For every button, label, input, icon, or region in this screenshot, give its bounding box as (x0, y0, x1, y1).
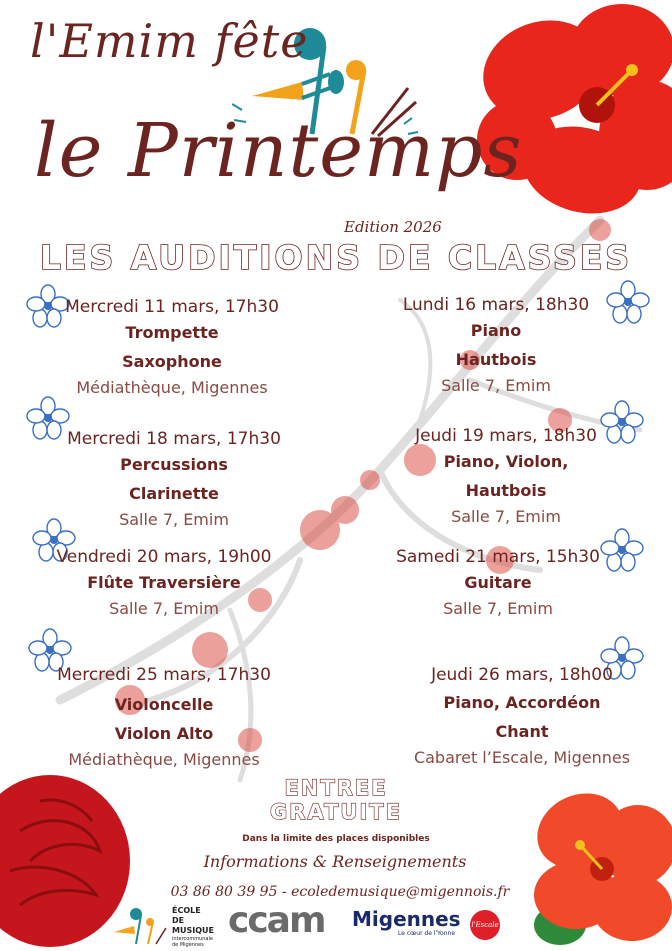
event-place: Salle 7, Emim (119, 510, 229, 529)
event-instrument: Flûte Traversière (87, 573, 241, 592)
ecole-sub: intercommunale de Migennes (172, 936, 213, 948)
title-line-1: l'Emim fête (30, 14, 309, 68)
event-card (14, 664, 314, 772)
event-card (24, 428, 324, 532)
event-card (372, 664, 672, 770)
event-card (22, 296, 322, 400)
hibiscus-flower (520, 785, 672, 951)
section-title: LES AUDITIONS DE CLASSES (39, 238, 633, 277)
event-card (348, 546, 648, 621)
migennes-logo (352, 908, 464, 937)
ccam-logo: ccam (228, 900, 325, 941)
event-date: Jeudi 26 mars, 18h00 (431, 665, 613, 685)
event-instrument: Violoncelle (114, 695, 214, 714)
limite-text: Dans la limite des places disponibles (242, 834, 430, 844)
event-place: Cabaret l’Escale, Migennes (413, 748, 631, 767)
event-instrument: Piano, Accordéon (443, 693, 601, 712)
event-instrument: Hautbois (455, 350, 537, 369)
event-instrument: Piano, Violon, (443, 452, 569, 471)
event-date: Mercredi 11 mars, 17h30 (65, 297, 279, 317)
event-place: Médiathèque, Migennes (76, 378, 268, 397)
edition-label: Edition 2026 (344, 218, 442, 236)
event-place: Médiathèque, Migennes (68, 750, 260, 769)
entree-gratuite (186, 776, 486, 824)
event-instrument: Chant (495, 722, 549, 741)
ecole-line-1: ÉCOLE DE (172, 906, 201, 925)
entree-line-2: GRATUITE (270, 800, 402, 824)
event-instrument: Percussions (120, 455, 228, 474)
event-place: Salle 7, Emim (109, 599, 219, 618)
event-instrument: Clarinette (129, 484, 219, 503)
event-instrument: Trompette (125, 323, 219, 342)
event-date: Jeudi 19 mars, 18h30 (415, 426, 597, 446)
event-date: Mercredi 25 mars, 17h30 (57, 665, 271, 685)
event-instrument: Hautbois (465, 481, 547, 500)
migennes-name: Migennes (352, 907, 461, 931)
event-date: Samedi 21 mars, 15h30 (396, 547, 600, 567)
event-card (14, 546, 314, 621)
event-instrument: Piano (470, 321, 522, 340)
title-line-2: le Printemps (34, 108, 523, 194)
ecole-line-2: MUSIQUE (172, 926, 214, 935)
escale-logo (470, 910, 500, 940)
event-instrument: Guitare (464, 573, 532, 592)
contact-line: 03 86 80 39 95 - ecoledemusique@migennois.fr (170, 884, 510, 900)
event-card (346, 294, 646, 398)
event-date: Lundi 16 mars, 18h30 (402, 295, 590, 315)
trumpet-icon (110, 906, 168, 946)
event-place: Salle 7, Emim (451, 507, 561, 526)
event-date: Mercredi 18 mars, 17h30 (67, 429, 281, 449)
entree-line-1: ENTREE (284, 776, 388, 800)
event-date: Vendredi 20 mars, 19h00 (56, 547, 272, 567)
event-card (356, 425, 656, 529)
event-place: Salle 7, Emim (441, 376, 551, 395)
event-instrument: Violon Alto (114, 724, 214, 743)
ecole-de-musique-logo (110, 904, 212, 948)
infos-title: Informations & Renseignements (203, 852, 467, 871)
escale-name: l'Escale (471, 921, 499, 929)
event-instrument: Saxophone (122, 352, 222, 371)
migennes-sub: Le cœur de l'Yonne (398, 930, 456, 937)
event-place: Salle 7, Emim (443, 599, 553, 618)
